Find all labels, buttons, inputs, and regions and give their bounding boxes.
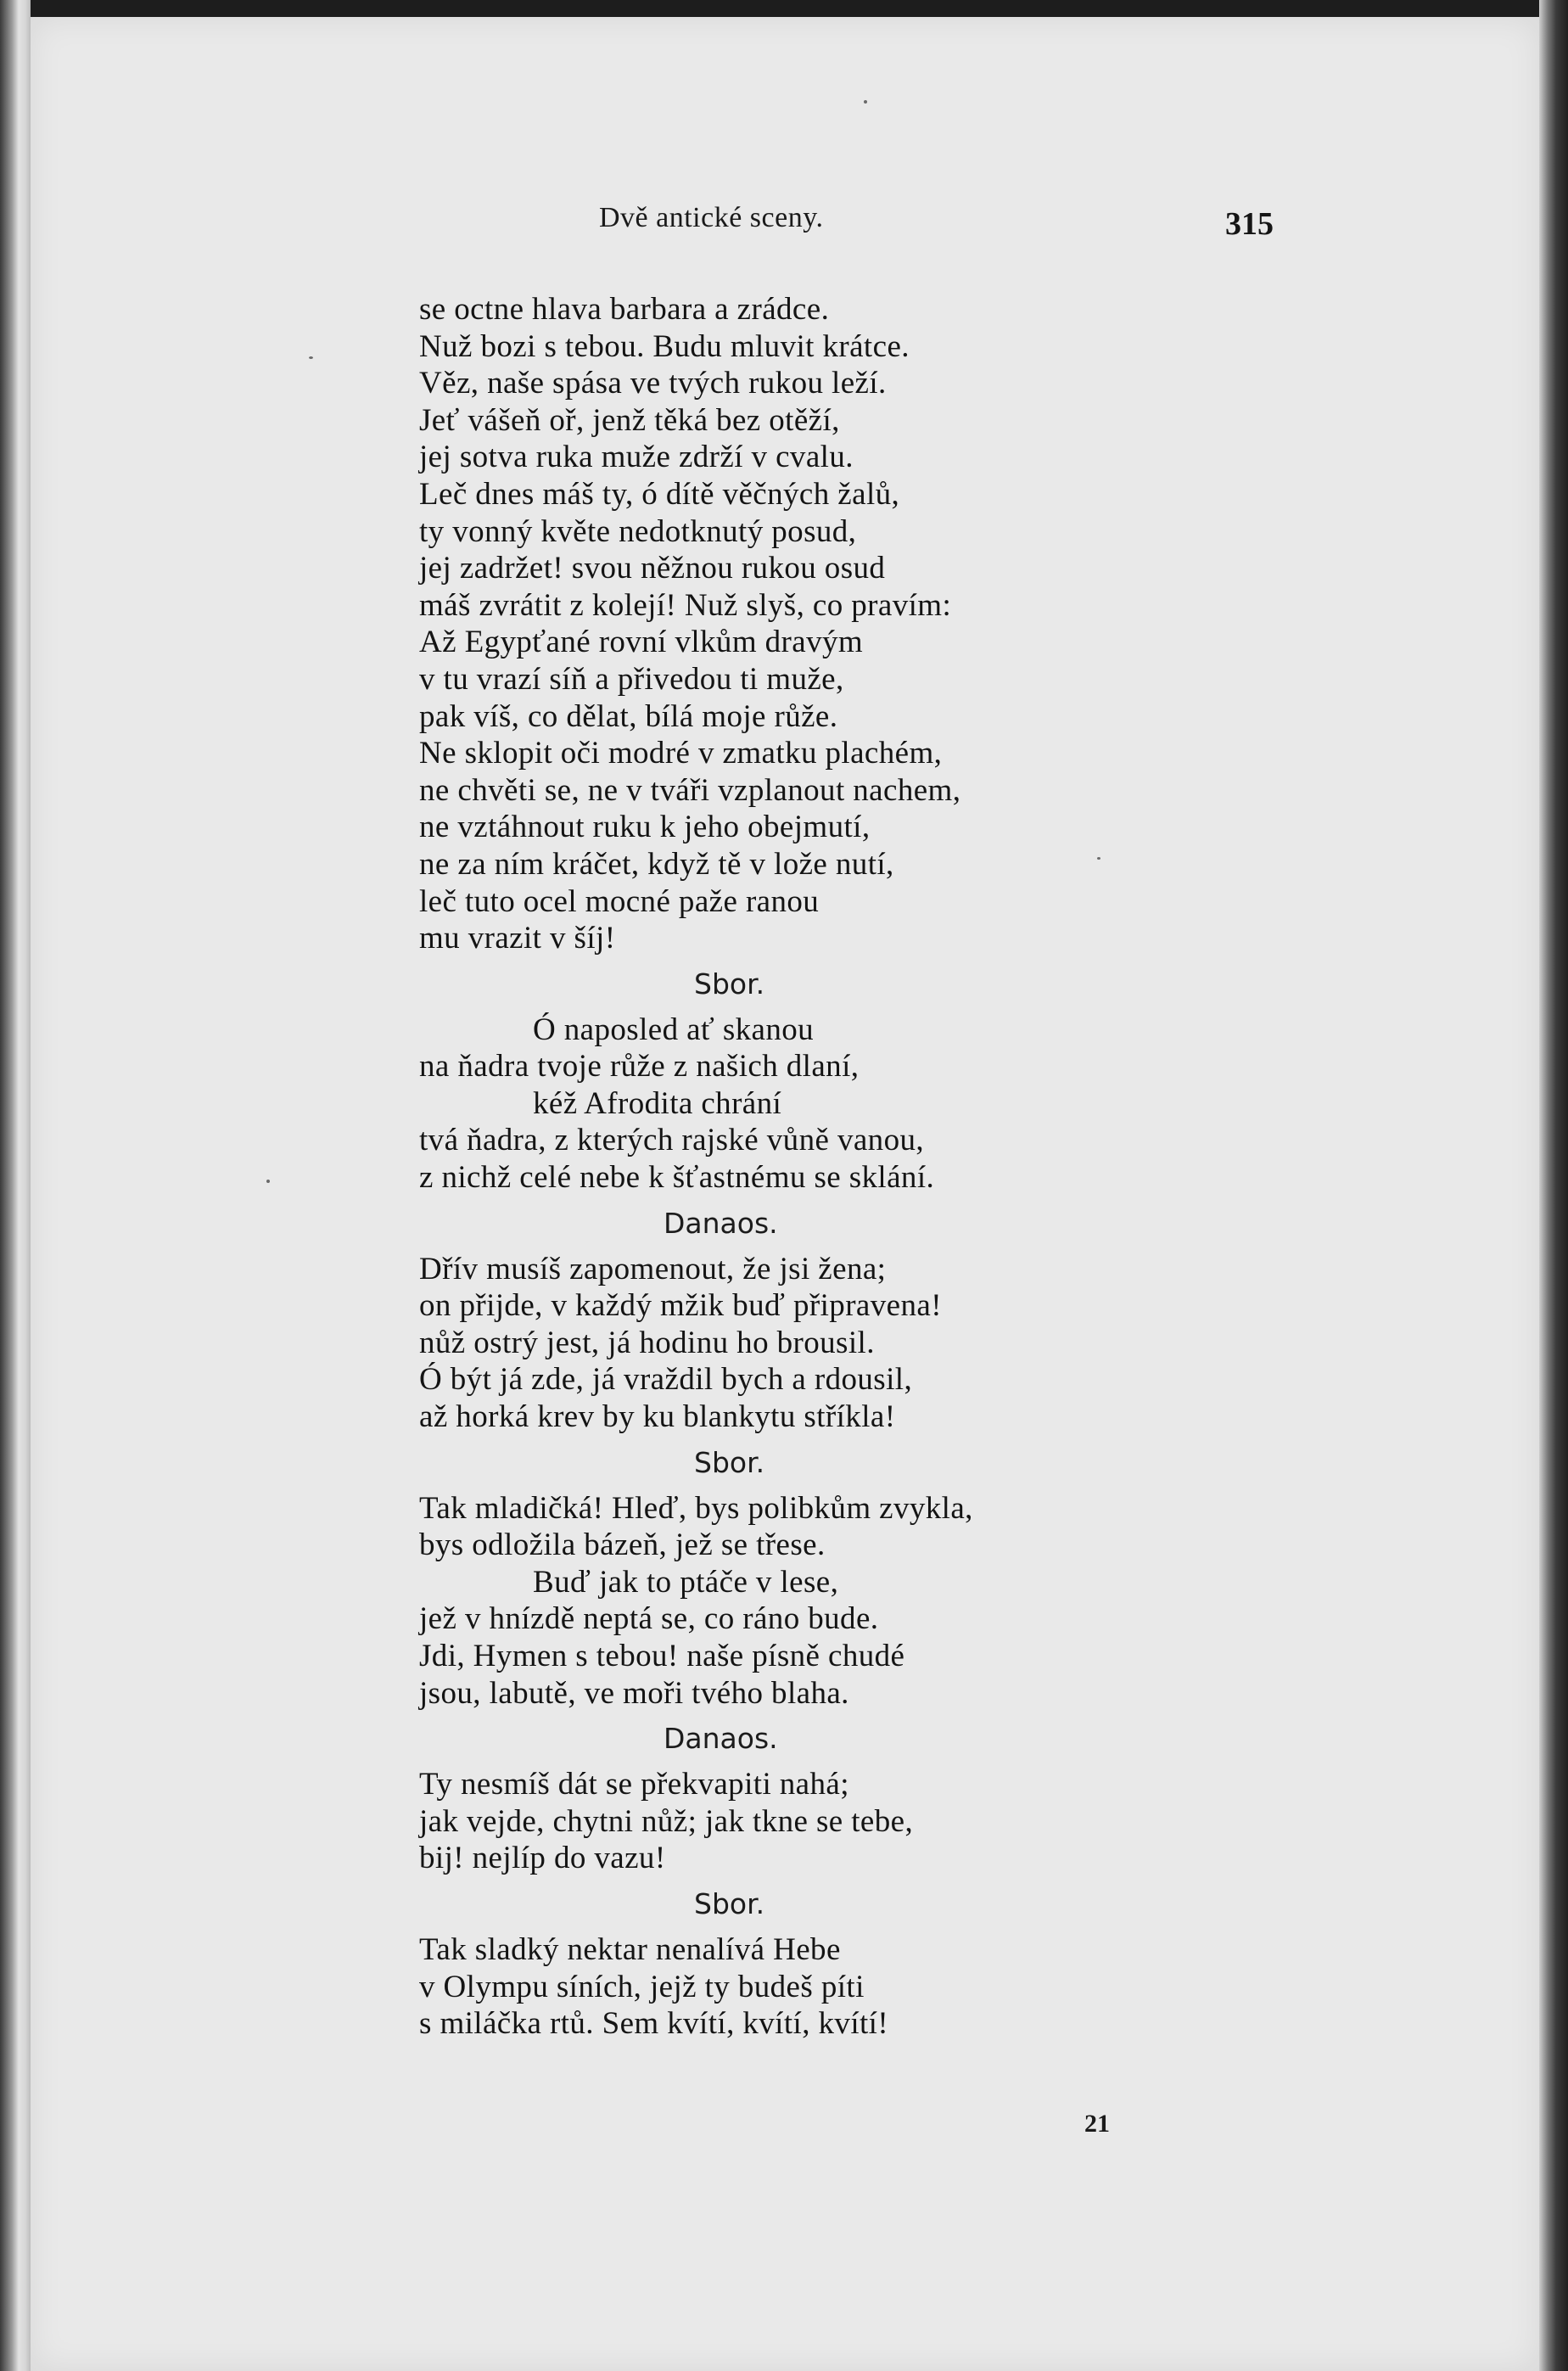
verse-line: Až Egypťané rovní vlkům dravým	[419, 625, 864, 660]
signature-mark: 21	[1084, 2110, 1110, 2138]
verse-line: Ó být já zde, já vraždil bych a rdousil,	[419, 1362, 913, 1398]
verse-line: ty vonný květe nedotknutý posud,	[419, 513, 857, 549]
verse-line: z nichž celé nebe k šťastnému se sklání.	[419, 1160, 935, 1196]
verse-line: kéž Afrodita chrání	[533, 1085, 782, 1121]
verse-line: máš zvrátit z kolejí! Nuž slyš, co pravím:	[419, 587, 952, 623]
verse-line: Nuž bozi s tebou. Budu mluvit krátce.	[419, 328, 910, 364]
scan-edge-right	[1539, 0, 1568, 2371]
verse-line: Jdi, Hymen s tebou! naše písně chudé	[419, 1639, 905, 1673]
verse-line: Buď jak to ptáče v lese,	[533, 1564, 839, 1600]
verse-line: až horká krev by ku blankytu stříkla!	[419, 1399, 896, 1435]
verse-line: on přijde, v každý mžik buď připravena!	[419, 1288, 942, 1324]
verse-text	[419, 291, 1268, 2043]
speaker-label: Danaos.	[664, 1722, 778, 1756]
verse-line: ne vztáhnout ruku k jeho obejmutí,	[419, 810, 871, 845]
verse-line: jej zadržet! svou něžnou rukou osud	[419, 551, 886, 586]
verse-line: mu vrazit v šíj!	[419, 921, 616, 956]
verse-line: Ó naposled ať skanou	[533, 1012, 815, 1047]
verse-line: Tak sladký nektar nenalívá Hebe	[419, 1931, 841, 1967]
verse-line: Tak mladičká! Hleď, bys polibkům zvykla,	[419, 1490, 973, 1526]
verse-line: leč tuto ocel mocné paže ranou	[419, 883, 820, 919]
dust-speck	[309, 356, 313, 359]
verse-line: bij! nejlíp do vazu!	[419, 1841, 666, 1876]
verse-line: nůž ostrý jest, já hodinu ho brousil.	[419, 1325, 875, 1360]
verse-line: jež v hnízdě neptá se, co ráno bude.	[419, 1601, 879, 1637]
running-head: Dvě antické sceny.	[599, 202, 824, 233]
verse-line: pak víš, co dělat, bílá moje růže.	[419, 698, 838, 734]
verse-line: v tu vrazí síň a přivedou ti muže,	[419, 661, 844, 697]
speaker-label: Sbor.	[694, 967, 765, 1001]
speaker-label: Sbor.	[694, 1886, 765, 1920]
verse-line: ne za ním kráčet, když tě v lože nutí,	[419, 846, 894, 882]
verse-line: Jeť vášeň oř, jenž těká bez otěží,	[419, 402, 840, 438]
dust-speck	[864, 100, 867, 104]
speaker-label: Sbor.	[694, 1445, 765, 1479]
verse-line: v Olympu síních, jejž ty budeš píti	[419, 1969, 865, 2004]
verse-line: Dřív musíš zapomenout, že jsi žena;	[419, 1251, 887, 1286]
verse-line: jej sotva ruka muže zdrží v cvalu.	[419, 440, 854, 475]
verse-line: Věz, naše spása ve tvých rukou leží.	[419, 366, 887, 401]
scan-edge-left	[0, 0, 31, 2371]
verse-line: na ňadra tvoje růže z našich dlaní,	[419, 1049, 860, 1085]
dust-speck	[266, 1180, 270, 1183]
verse-line: s miláčka rtů. Sem kvítí, kvítí, kvítí!	[419, 2006, 889, 2042]
verse-line: bys odložila bázeň, jež se třese.	[419, 1527, 826, 1563]
verse-line: tvá ňadra, z kterých rajské vůně vanou,	[419, 1123, 925, 1158]
verse-line: ne chvěti se, ne v tváři vzplanout nachem,	[419, 772, 961, 808]
verse-line: jak vejde, chytni nůž; jak tkne se tebe,	[419, 1803, 914, 1839]
verse-line: se octne hlava barbara a zrádce.	[419, 292, 830, 327]
verse-line: Leč dnes máš ty, ó dítě věčných žalů,	[419, 476, 900, 512]
speaker-label: Danaos.	[664, 1206, 778, 1240]
verse-line: jsou, labutě, ve moři tvého blaha.	[419, 1675, 849, 1711]
verse-line: Ne sklopit oči modré v zmatku plachém,	[419, 736, 943, 771]
verse-line: Ty nesmíš dát se překvapiti nahá;	[419, 1767, 849, 1802]
page-number: 315	[1225, 206, 1274, 242]
